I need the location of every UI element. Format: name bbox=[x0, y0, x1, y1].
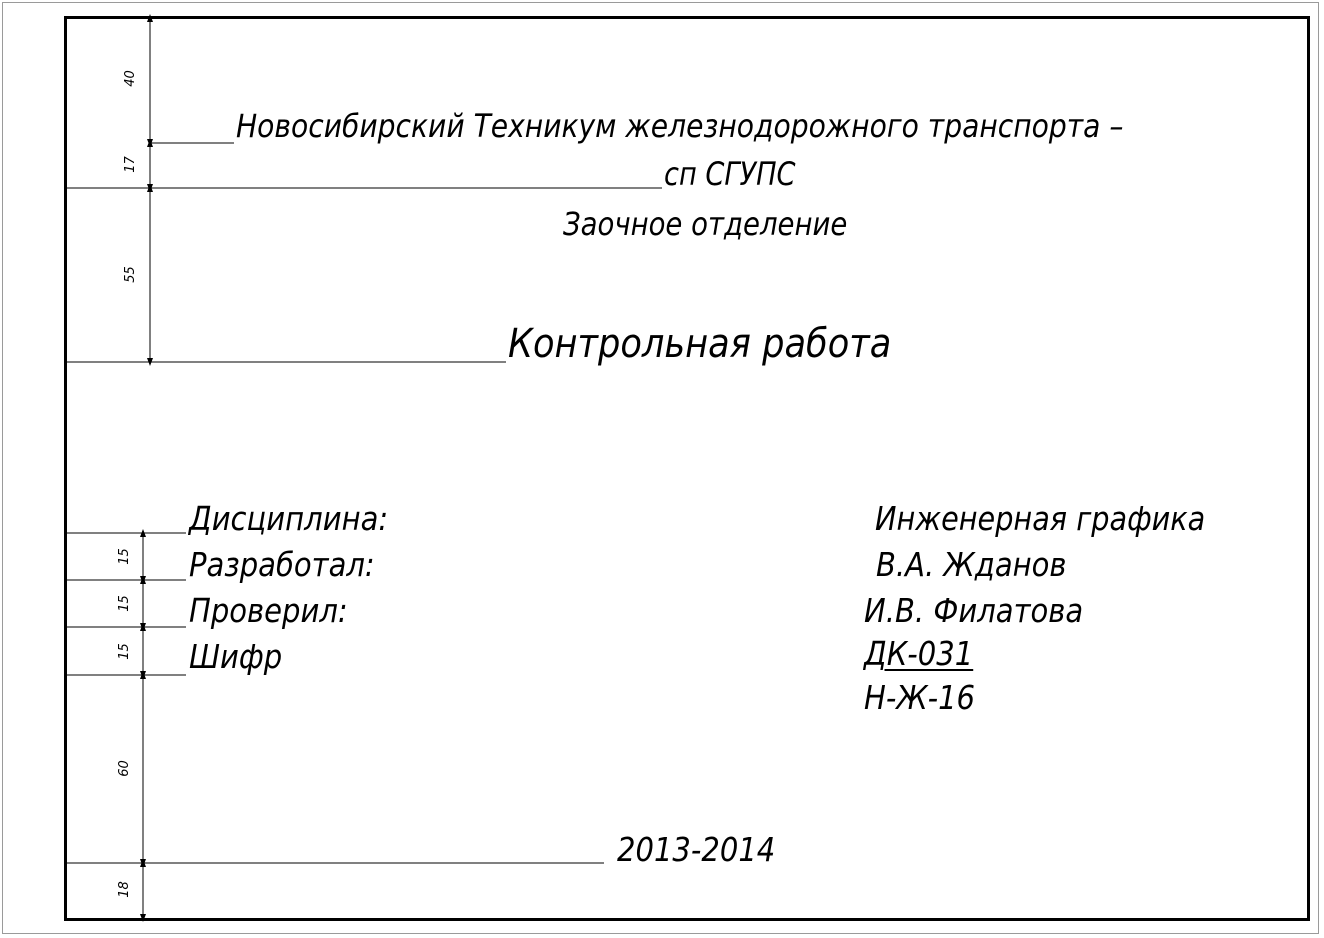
cipher-label: Шифр bbox=[189, 637, 283, 676]
checker-label: Проверил: bbox=[189, 591, 348, 630]
dim-label-60: 60 bbox=[116, 760, 132, 777]
institution-line-1: Новосибирский Техникум железнодорожного транспорта – bbox=[236, 107, 1124, 145]
developer-value: В.А. Жданов bbox=[876, 545, 1067, 584]
dim-label-15b: 15 bbox=[116, 595, 132, 612]
dim-label-18: 18 bbox=[116, 881, 132, 898]
dim-label-15a: 15 bbox=[116, 548, 132, 565]
checker-value: И.В. Филатова bbox=[864, 591, 1084, 630]
department-name: Заочное отделение bbox=[563, 205, 848, 243]
cipher-value-2: Н-Ж-16 bbox=[864, 678, 976, 717]
cipher-value-1: ДК-031 bbox=[864, 634, 974, 673]
year: 2013-2014 bbox=[617, 830, 776, 869]
dim-label-55: 55 bbox=[122, 266, 138, 283]
dim-label-40: 40 bbox=[122, 70, 138, 87]
institution-line-2: сп СГУПС bbox=[664, 155, 796, 193]
developer-label: Разработал: bbox=[189, 545, 375, 584]
dim-label-17: 17 bbox=[122, 156, 138, 173]
dim-label-15c: 15 bbox=[116, 643, 132, 660]
discipline-value: Инженерная графика bbox=[875, 499, 1206, 538]
discipline-label: Дисциплина: bbox=[189, 499, 389, 538]
document-title: Контрольная работа bbox=[508, 321, 892, 367]
